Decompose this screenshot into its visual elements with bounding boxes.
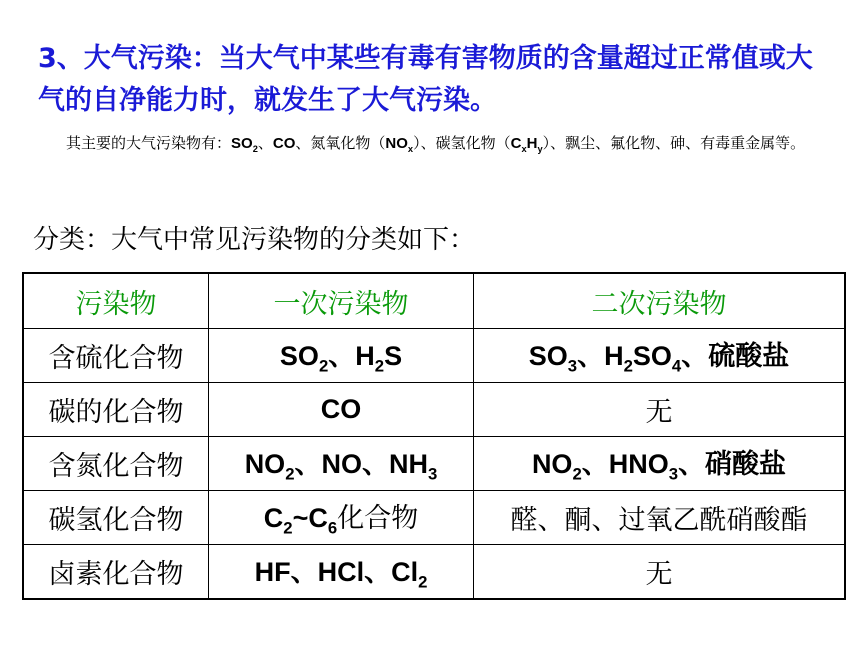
table-row bbox=[23, 329, 845, 383]
note-mid2: ）、碳氢化物（ bbox=[413, 134, 511, 152]
classification-label: 分类：大气中常见污染物的分类如下： bbox=[33, 225, 476, 255]
table-row bbox=[23, 491, 845, 545]
secondary-cell: 无 bbox=[474, 545, 846, 600]
header-primary: 一次污染物 bbox=[209, 273, 474, 329]
cxhy-formula: $C_xH_y$ bbox=[510, 135, 543, 154]
category-cell: 含氮化合物 bbox=[23, 437, 209, 491]
primary-cell: $SO_2$、$H_2S$ bbox=[209, 329, 474, 383]
so2-formula: $SO_2$ bbox=[231, 135, 258, 154]
nox-formula: $NO_x$ bbox=[385, 135, 414, 154]
table-header-row bbox=[23, 273, 845, 329]
table-row bbox=[23, 437, 845, 491]
category-cell: 碳氢化合物 bbox=[23, 491, 209, 545]
primary-cell: HF、HCl、$Cl_2$ bbox=[209, 545, 474, 600]
primary-cell: $C_2\sim C_6$化合物 bbox=[209, 491, 474, 545]
main-pollutants-note bbox=[50, 131, 830, 161]
co-formula: CO bbox=[272, 135, 296, 152]
header-pollutant: 污染物 bbox=[23, 273, 209, 329]
note-mid1: 、氮氧化物（ bbox=[295, 134, 386, 152]
secondary-cell: 无 bbox=[474, 383, 846, 437]
header-secondary: 二次污染物 bbox=[474, 273, 846, 329]
note-sep: 、 bbox=[257, 134, 273, 152]
note-suffix: ）、飘尘、氟化物、砷、有毒重金属等。 bbox=[542, 134, 806, 152]
secondary-cell: 醛、酮、过氧乙酰硝酸酯 bbox=[474, 491, 846, 545]
table-row bbox=[23, 545, 845, 600]
category-cell: 卤素化合物 bbox=[23, 545, 209, 600]
secondary-cell: $SO_3$、$H_2SO_4$、硫酸盐 bbox=[474, 329, 846, 383]
table-row bbox=[23, 383, 845, 437]
slide-heading: 3、大气污染：当大气中某些有毒有害物质的含量超过正常值或大气的自净能力时，就发生了大气污染。 bbox=[38, 43, 813, 116]
category-cell: 含硫化合物 bbox=[23, 329, 209, 383]
primary-cell: CO bbox=[209, 383, 474, 437]
note-prefix: 其主要的大气污染物有： bbox=[66, 134, 232, 152]
primary-cell: $NO_2$、NO、$NH_3$ bbox=[209, 437, 474, 491]
secondary-cell: $NO_2$、$HNO_3$、硝酸盐 bbox=[474, 437, 846, 491]
pollutant-classification-table bbox=[22, 272, 846, 600]
category-cell: 碳的化合物 bbox=[23, 383, 209, 437]
